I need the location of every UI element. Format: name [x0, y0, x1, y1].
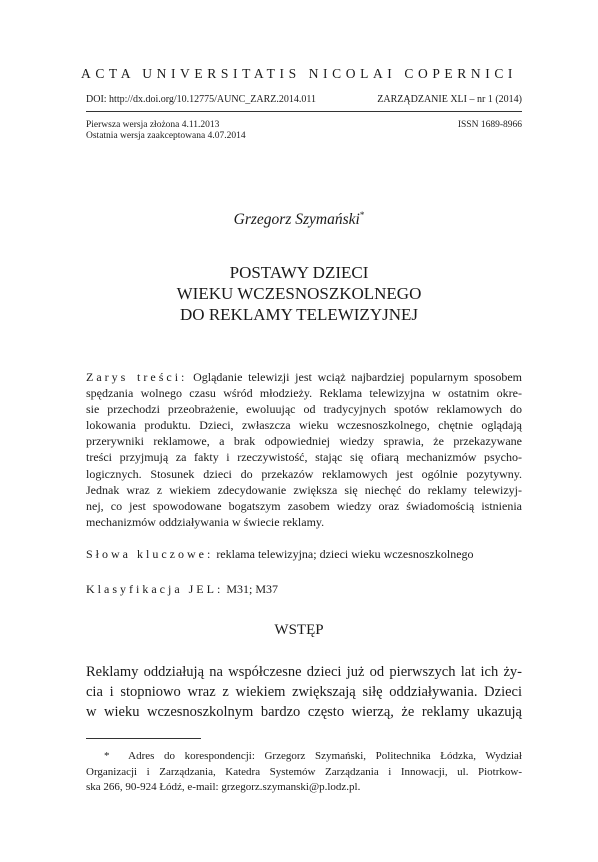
section-heading: WSTĘP: [274, 622, 324, 638]
abstract: [86, 369, 522, 530]
doi-link[interactable]: DOI: http://dx.doi.org/10.12775/AUNC_ZARZ.2014.011: [86, 94, 316, 105]
journal-title: ACTA UNIVERSITATIS NICOLAI COPERNICI: [80, 66, 518, 81]
footnote-marker: *: [104, 750, 110, 762]
abstract-line: sie przechodzi przeobrażenie, ewoluując od tradycyjnych spotów reklamowych do: [86, 402, 522, 417]
author-name: Grzegorz Szymański: [233, 211, 360, 229]
title-line: WIEKU WCZESNOSZKOLNEGO: [176, 284, 422, 303]
jel-label: Klasyfikacja JEL:: [86, 582, 224, 596]
final-version-date: Ostatnia wersja zaakceptowana 4.07.2014: [86, 131, 246, 141]
author: [0, 210, 598, 229]
abstract-label: Zarys treści:: [86, 370, 188, 384]
body-line: cia i stopniowo wraz z wiekiem zwiększają siłę oddziaływania. Dzieci: [86, 684, 522, 700]
header-rule: [86, 111, 522, 112]
title-line: POSTAWY DZIECI: [229, 263, 369, 282]
footnote-marker[interactable]: *: [359, 210, 365, 220]
jel-classification: [86, 582, 278, 597]
abstract-line: spędzania wolnego czasu wśród młodzieży. Reklama telewizyjna w ostatnim okre-: [86, 386, 522, 401]
first-version-date: Pierwsza wersja złożona 4.11.2013: [86, 120, 220, 130]
footnote: [86, 749, 522, 796]
body-text: [86, 662, 522, 722]
abstract-line: logicznych. Stosunek dzieci do przekazów reklamowych jest ogólnie pozytywny.: [86, 466, 522, 481]
abstract-line: treści przyjmują za fakty i rzeczywistość, stając się ofiarą mechanizmów psycho-: [86, 450, 522, 465]
issue-info: ZARZĄDZANIE XLI – nr 1 (2014): [377, 94, 522, 105]
footnote-line: Organizacji i Zarządzania, Katedra Systemów Zarządzania i Innowacji, ul. Piotrkow-: [86, 765, 522, 778]
issn: ISSN 1689-8966: [457, 120, 522, 130]
abstract-line: nej, co jest spowodowane bogatszym zasobem wiedzy oraz świadomością istnienia: [86, 498, 522, 513]
abstract-line: przerywniki reklamowe, a brak odpowiedniej wiedzy sprawia, że przekazywane: [86, 434, 522, 449]
jel-codes: M31; M37: [226, 582, 278, 596]
footnote-line: ska 266, 90-924 Łódź, e-mail: grzegorz.szymanski@p.lodz.pl.: [86, 781, 361, 793]
submission-dates: [86, 120, 246, 142]
keywords: [86, 547, 474, 562]
abstract-line: Jednak wraz z wiekiem zdecydowanie zwiększa się niechęć do reklamy telewizyj-: [86, 482, 522, 497]
abstract-line: lokowania produktu. Dzieci, zwłaszcza wieku wczesnoszkolnego, chętnie oglądają: [86, 418, 522, 433]
article-title: [0, 262, 598, 325]
keywords-text: reklama telewizyjna; dzieci wieku wczesnoszkolnego: [216, 547, 474, 561]
footnote-line: * Adres do korespondencji: Grzegorz Szymański, Politechnika Łódzka, Wydział: [104, 750, 522, 762]
body-line: Reklamy oddziałują na współczesne dzieci już od pierwszych lat ich ży-: [86, 664, 522, 680]
abstract-line: Zarys treści: Oglądanie telewizji jest wciąż najbardziej popularnym sposobem: [86, 370, 523, 384]
title-line: DO REKLAMY TELEWIZYJNEJ: [180, 305, 418, 324]
abstract-line: mechanizmów oddziaływania w świecie reklamy.: [86, 514, 325, 529]
body-line: w wieku wczesnoszkolnym bardzo często wierzą, że reklamy ukazują: [86, 704, 522, 720]
footnote-rule: [86, 738, 201, 739]
keywords-label: Słowa kluczowe:: [86, 547, 214, 561]
